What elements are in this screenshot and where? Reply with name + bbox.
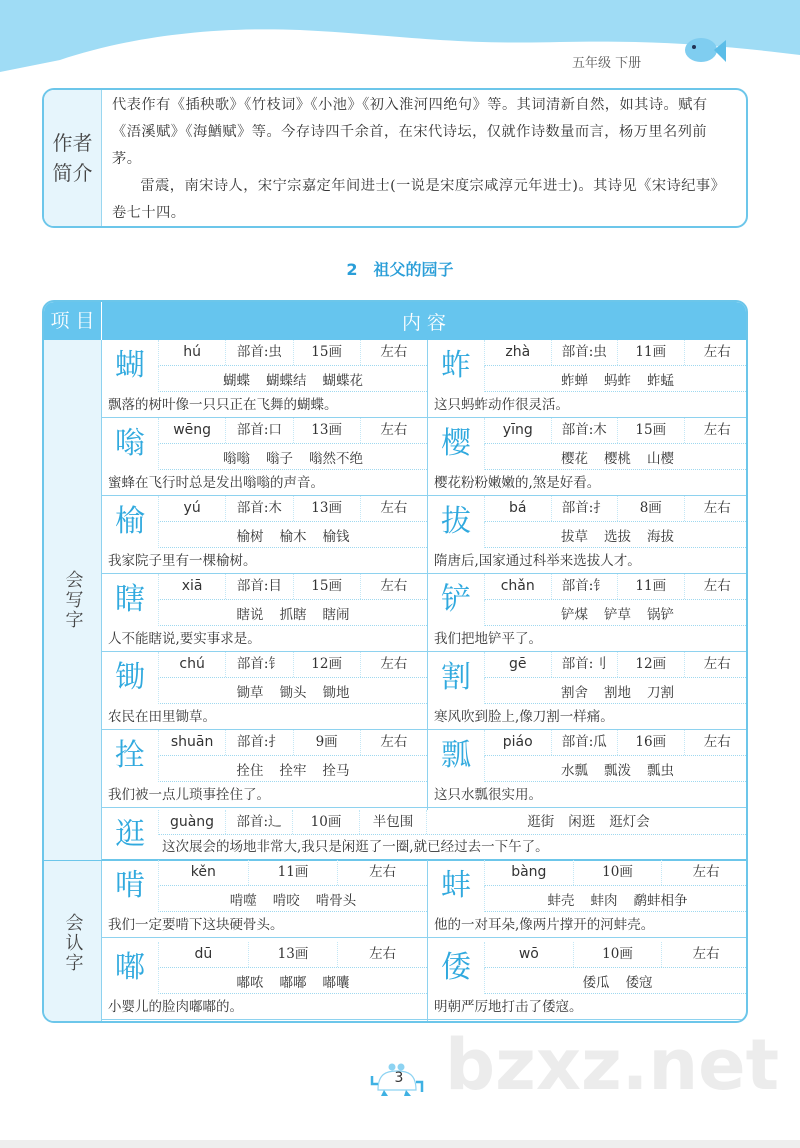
char-info-row [484, 340, 748, 366]
word: 蚂蚱 [604, 372, 631, 389]
lesson-title: 2 祖父的园子 [346, 260, 454, 279]
header-content: 内 容 [401, 311, 447, 334]
radical: 部首:木 [552, 418, 619, 443]
example-sentence: 这只蚂蚱动作很灵活。 [434, 397, 569, 413]
word: 倭瓜 [582, 974, 610, 991]
watermark: bzxz.net [445, 1024, 780, 1106]
char-info-row [158, 860, 427, 886]
example-sentence: 明朝严厉地打击了倭寇。 [434, 999, 583, 1015]
char-info-row [484, 574, 748, 600]
radical: 部首:木 [226, 496, 293, 521]
char-entry [428, 574, 748, 652]
word: 拴住 [236, 762, 264, 779]
radical: 部首:钅 [226, 652, 293, 677]
example-sentence: 我们被一点儿琐事拴住了。 [108, 787, 270, 803]
char-info-row [158, 496, 427, 522]
word: 闲逛 [568, 814, 596, 830]
character: 铲 [441, 582, 471, 617]
char-entry [102, 730, 427, 808]
pinyin: wēng [159, 418, 226, 443]
radical: 部首:辶 [226, 810, 293, 834]
word: 瞎说 [236, 606, 264, 623]
structure: 左右 [380, 422, 408, 438]
word-list [158, 366, 427, 392]
stroke-count: 13画 [294, 418, 361, 443]
pinyin: wō [485, 942, 574, 967]
structure: 左右 [703, 656, 731, 672]
word: 锄头 [279, 684, 307, 701]
word-list [484, 366, 748, 392]
word-list [427, 810, 748, 834]
author-paragraph: 代表作有《插秧歌》《竹枝词》《小池》《初入淮河四绝句》等。其词清新自然，如其诗。赋有《浯溪赋》《海鰌赋》等。今存诗四千余首，在宋代诗坛，仅就作诗数量而言，杨万里名列前茅。 [112, 97, 708, 167]
section-label-text: 会认字 [62, 912, 84, 973]
example-sentence: 这只水瓢很实用。 [434, 787, 542, 803]
character: 锄 [115, 660, 145, 695]
word-list [484, 968, 748, 994]
word: 蚱蜢 [647, 372, 674, 389]
word: 嗡嗡 [223, 450, 250, 467]
pinyin: kěn [159, 860, 249, 885]
pinyin: hú [159, 340, 226, 365]
example-sentence: 他的一对耳朵,像两片撑开的河蚌壳。 [434, 917, 655, 933]
word: 榆木 [279, 528, 307, 545]
word: 嘟囔 [322, 974, 350, 991]
stroke-count: 10画 [293, 810, 360, 834]
word-list [484, 444, 748, 470]
word: 刀割 [647, 684, 674, 701]
stroke-count: 15画 [618, 418, 685, 443]
radical: 部首:扌 [552, 496, 619, 521]
author-intro-text [102, 90, 746, 226]
word: 山樱 [647, 450, 674, 467]
example-sentence: 这次展会的场地非常大,我只是闲逛了一圈,就已经过去一下午了。 [162, 839, 549, 855]
word: 蚌肉 [590, 892, 618, 909]
character: 樱 [441, 426, 471, 461]
stroke-count: 12画 [618, 652, 685, 677]
stroke-count: 11画 [618, 574, 685, 599]
example-sentence: 我家院子里有一棵榆树。 [108, 553, 257, 569]
pinyin: bá [485, 496, 552, 521]
word: 铲煤 [561, 606, 588, 623]
page-number [364, 1062, 434, 1102]
stroke-count: 13画 [294, 496, 361, 521]
radical: 部首:扌 [226, 730, 293, 755]
word: 割舍 [561, 684, 588, 701]
character: 倭 [441, 950, 471, 985]
character: 蝴 [115, 348, 145, 383]
stroke-count: 15画 [294, 340, 361, 365]
example-sentence: 飘落的树叶像一只只正在飞舞的蝴蝶。 [108, 397, 338, 413]
word: 拔草 [561, 528, 588, 545]
structure: 左右 [380, 656, 408, 672]
stroke-count: 10画 [574, 860, 663, 885]
example-sentence: 寒风吹到脸上,像刀割一样痛。 [434, 709, 614, 725]
char-entry [428, 942, 748, 1020]
radical: 部首:钅 [552, 574, 619, 599]
author-paragraph: 雷震，南宋诗人，宋宁宗嘉定年间进士(一说是宋度宗咸淳元年进士)。其诗见《宋诗纪事》卷七十四。 [112, 178, 726, 221]
word: 啃咬 [272, 892, 300, 909]
word: 啃噬 [229, 892, 257, 909]
grade-label: 五年级 下册 [572, 56, 642, 71]
word: 嗡然不绝 [309, 450, 363, 467]
pinyin: gē [485, 652, 552, 677]
stroke-count: 8画 [618, 496, 685, 521]
radical: 部首:刂 [552, 652, 619, 677]
structure: 左右 [703, 734, 731, 750]
author-intro-box [42, 88, 748, 228]
char-entry [102, 418, 427, 496]
character: 榆 [115, 504, 145, 539]
page-number-text: 3 [394, 1070, 404, 1086]
word-list [158, 600, 427, 626]
word-list [158, 678, 427, 704]
word-list [158, 968, 427, 994]
word-list [158, 522, 427, 548]
page-bottom-edge [0, 1140, 800, 1148]
structure: 左右 [380, 734, 408, 750]
word-list [484, 522, 748, 548]
pinyin: shuān [159, 730, 226, 755]
structure: 左右 [703, 578, 731, 594]
word: 榆树 [236, 528, 264, 545]
example-sentence: 蜜蜂在飞行时总是发出嗡嗡的声音。 [108, 475, 324, 491]
character: 嘟 [115, 950, 145, 985]
word-list [158, 886, 427, 912]
char-entry [428, 730, 748, 808]
word: 逛灯会 [609, 814, 650, 830]
char-entry [428, 652, 748, 730]
radical: 部首:虫 [226, 340, 293, 365]
stroke-count: 13画 [249, 942, 339, 967]
word: 瞎闹 [322, 606, 350, 623]
character: 瓢 [441, 738, 471, 773]
char-entry [102, 942, 427, 1020]
word: 蝴蝶花 [322, 372, 363, 389]
stroke-count: 16画 [618, 730, 685, 755]
example-sentence: 我们一定要啃下这块硬骨头。 [108, 917, 284, 933]
word: 瓢虫 [647, 762, 674, 779]
character: 瞎 [115, 582, 145, 617]
stroke-count: 10画 [574, 942, 663, 967]
author-intro-label: 作者简介 [44, 90, 102, 226]
char-entry [428, 340, 748, 418]
word: 嗡子 [266, 450, 293, 467]
pinyin: yú [159, 496, 226, 521]
stroke-count: 9画 [294, 730, 361, 755]
word: 拴马 [322, 762, 350, 779]
structure: 左右 [380, 344, 408, 360]
word: 嘟哝 [236, 974, 264, 991]
char-entry [428, 860, 748, 938]
radical: 部首:口 [226, 418, 293, 443]
structure: 左右 [703, 422, 731, 438]
character: 拴 [115, 738, 145, 773]
structure: 左右 [380, 578, 408, 594]
word: 海拔 [647, 528, 674, 545]
character: 蚱 [441, 348, 471, 383]
word: 抓瞎 [279, 606, 307, 623]
char-info-row [484, 418, 748, 444]
char-info-row [158, 574, 427, 600]
pinyin: zhà [485, 340, 552, 365]
word: 樱桃 [604, 450, 631, 467]
fish-mascot-icon [676, 30, 726, 70]
word-list [484, 678, 748, 704]
char-entry [102, 860, 427, 938]
word: 嘟嘟 [279, 974, 307, 991]
pinyin: yīng [485, 418, 552, 443]
structure: 左右 [692, 946, 720, 962]
word: 蝴蝶 [223, 372, 250, 389]
word: 逛街 [527, 814, 555, 830]
section-label-text: 会写字 [62, 570, 84, 630]
char-entry [428, 496, 748, 574]
char-info-row [484, 652, 748, 678]
example-sentence: 樱花粉粉嫩嫩的,煞是好看。 [434, 475, 601, 491]
char-info-row [158, 652, 427, 678]
word: 锄草 [236, 684, 264, 701]
structure: 左右 [692, 864, 720, 880]
section-write-label [44, 340, 102, 860]
char-info-row [158, 942, 427, 968]
word: 割地 [604, 684, 631, 701]
word: 啃骨头 [315, 892, 357, 909]
word: 拴牢 [279, 762, 307, 779]
header-item: 项 目 [44, 302, 102, 340]
word: 蚌壳 [547, 892, 575, 909]
example-sentence: 小婴儿的脸肉嘟嘟的。 [108, 999, 243, 1015]
structure: 左右 [703, 344, 731, 360]
word: 蝴蝶结 [266, 372, 307, 389]
example-sentence: 农民在田里锄草。 [108, 709, 216, 725]
example-sentence: 人不能瞎说,要实事求是。 [108, 631, 261, 647]
structure: 左右 [703, 500, 731, 516]
word-list [158, 756, 427, 782]
word: 锄地 [322, 684, 350, 701]
stroke-count: 11画 [618, 340, 685, 365]
stroke-count: 12画 [294, 652, 361, 677]
word: 鹬蚌相争 [633, 892, 688, 909]
word: 樱花 [561, 450, 588, 467]
char-info-row [158, 340, 427, 366]
example-sentence: 我们把地铲平了。 [434, 631, 542, 647]
table-header [44, 302, 746, 340]
char-entry [102, 574, 427, 652]
structure: 半包围 [360, 810, 427, 834]
vocabulary-table [42, 300, 748, 1023]
char-entry [102, 340, 427, 418]
stroke-count: 11画 [249, 860, 339, 885]
word: 榆钱 [322, 528, 350, 545]
word: 选拔 [604, 528, 631, 545]
char-info-row [484, 730, 748, 756]
word: 蚱蝉 [561, 372, 588, 389]
structure: 左右 [380, 500, 408, 516]
character: 蚌 [441, 868, 471, 903]
radical: 部首:目 [226, 574, 293, 599]
char-entry [102, 652, 427, 730]
example-sentence: 隋唐后,国家通过科举来选拔人才。 [434, 553, 641, 569]
word: 水瓢 [561, 762, 588, 779]
char-info-row [158, 418, 427, 444]
character: 嗡 [115, 426, 145, 461]
char-info-row [484, 942, 748, 968]
radical: 部首:瓜 [552, 730, 619, 755]
word-list [484, 756, 748, 782]
character: 啃 [115, 868, 145, 903]
radical: 部首:虫 [552, 340, 619, 365]
character: 割 [441, 660, 471, 695]
char-info-row [484, 860, 748, 886]
char-info-row [484, 496, 748, 522]
char-info-row [158, 730, 427, 756]
pinyin: guàng [159, 810, 226, 834]
word: 锅铲 [647, 606, 674, 623]
character: 逛 [115, 817, 145, 852]
pinyin: bàng [485, 860, 574, 885]
pinyin: dū [159, 942, 249, 967]
char-info-row [158, 810, 748, 835]
char-entry [102, 496, 427, 574]
pinyin: xiā [159, 574, 226, 599]
character: 拔 [441, 504, 471, 539]
word-list [484, 886, 748, 912]
word: 瓢泼 [604, 762, 631, 779]
pinyin: chǎn [485, 574, 552, 599]
stroke-count: 15画 [294, 574, 361, 599]
structure: 左右 [369, 864, 397, 880]
char-entry [428, 418, 748, 496]
word: 铲草 [604, 606, 631, 623]
pinyin: piáo [485, 730, 552, 755]
pinyin: chú [159, 652, 226, 677]
word-list [484, 600, 748, 626]
structure: 左右 [369, 946, 397, 962]
word-list [158, 444, 427, 470]
word: 倭寇 [625, 974, 653, 991]
section-read-label [44, 860, 102, 1023]
char-entry-wide [102, 810, 748, 860]
